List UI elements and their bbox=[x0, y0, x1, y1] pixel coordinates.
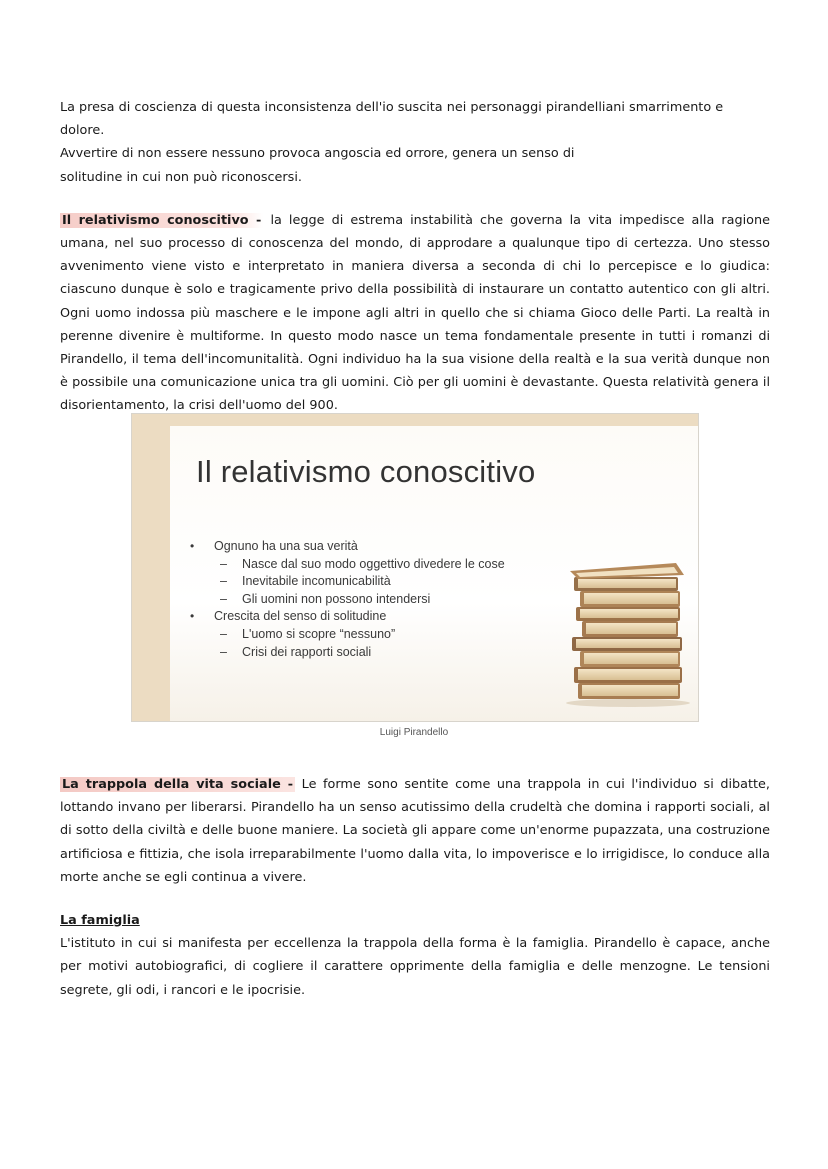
slide-sub-bullet: – L'uomo si scopre “nessuno” bbox=[190, 626, 505, 644]
slide-sub-bullet: – Gli uomini non possono intendersi bbox=[190, 591, 505, 609]
document-page bbox=[60, 96, 770, 418]
relativismo-heading: Il relativismo conoscitivo - bbox=[62, 212, 262, 228]
relativismo-paragraph bbox=[60, 209, 770, 418]
slide-sub-bullet: – Inevitabile incomunicabilità bbox=[190, 573, 505, 591]
slide-bullet: • Crescita del senso di solitudine bbox=[190, 608, 505, 626]
slide-caption: Luigi Pirandello bbox=[379, 727, 449, 738]
slide-image bbox=[131, 413, 699, 722]
slide-bullet: • Ognuno ha una sua verità bbox=[190, 538, 505, 556]
slide-bullet-list bbox=[190, 538, 505, 661]
document-page-lower bbox=[60, 773, 770, 1002]
slide-content bbox=[170, 426, 698, 721]
slide-sub-bullet: – Crisi dei rapporti sociali bbox=[190, 644, 505, 662]
slide-left-band bbox=[132, 414, 170, 721]
intro-paragraph bbox=[60, 96, 770, 189]
famiglia-paragraph: L'istituto in cui si manifesta per eccellenza la trappola della forma è la famiglia. Pirandello è capace, anche per motivi autobiografici, di cogliere il carattere opprimente della famiglia e delle menzogne. Le tensioni segrete, gli odi, i rancori e le ipocrisie. bbox=[60, 936, 770, 998]
slide-sub-bullet: – Nasce dal suo modo oggettivo divedere le cose bbox=[190, 556, 505, 574]
intro-line-1: La presa di coscienza di questa inconsistenza dell'io suscita nei personaggi pirandelliani smarrimento e dolore. bbox=[60, 100, 724, 139]
famiglia-heading-line bbox=[60, 909, 770, 932]
trappola-body: Le forme sono sentite come una trappola in cui l'individuo si dibatte, lottando invano per liberarsi. Pirandello ha un senso acutissimo della crudeltà che domina i rapporti sociali, al di sotto della civiltà e delle buone maniere. La società gli appare come un'enorme pupazzata, una costruzione artificiosa e fittizia, che isola irreparabilmente l'uomo dalla vita, lo impoverisce e lo irrigidisce, lo conduce alla morte anche se egli continua a vivere. bbox=[60, 777, 770, 885]
trappola-heading: La trappola della vita sociale - bbox=[62, 777, 294, 792]
slide-frame bbox=[131, 413, 699, 722]
intro-line-2: Avvertire di non essere nessuno provoca angoscia ed orrore, genera un senso di bbox=[60, 146, 575, 162]
relativismo-body: la legge di estrema instabilità che governa la vita impedisce alla ragione umana, nel suo processo di conoscenza del mondo, di approdare a qualunque tipo di certezza. Uno stesso avvenimento viene visto e interpretato in maniera diversa a seconda di chi lo percepisce e lo giudica: ciascuno dunque è solo e tragicamente privo della possibilità di instaurare un contatto autentico con gli altri. Ogni uomo indossa più maschere e le impone agli altri in quello che si chiama Gioco delle Parti. La realtà in perenne divenire è multiforme. In questo modo nasce un tema fondamentale presente in tutti i romanzi di Pirandello, il tema dell'incomunitalità. Ogni individuo ha la sua visione della realtà e la sua verità dunque non è possibile una comunicazione unica tra gli uomini. Ciò per gli uomini è devastante. Questa relatività genera il disorientamento, la crisi dell'uomo del 900. bbox=[60, 212, 770, 414]
slide-top-band bbox=[132, 414, 698, 426]
famiglia-heading: La famiglia bbox=[60, 913, 140, 929]
stack-of-books-icon bbox=[564, 561, 692, 707]
trappola-paragraph bbox=[60, 773, 770, 889]
slide-title: Il relativismo conoscitivo bbox=[196, 454, 536, 489]
intro-line-3: solitudine in cui non può riconoscersi. bbox=[60, 169, 302, 185]
